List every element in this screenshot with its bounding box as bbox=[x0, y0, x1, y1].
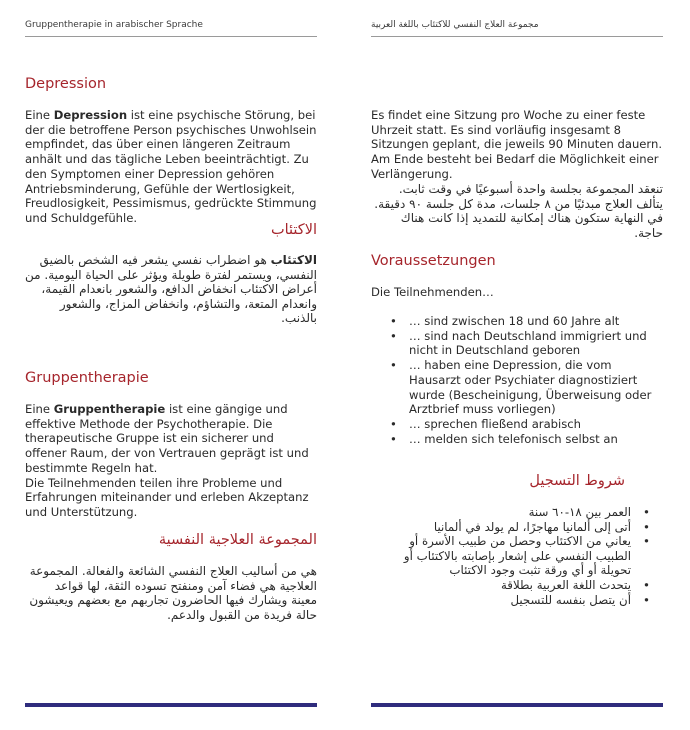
footer-bar bbox=[371, 703, 663, 707]
left-column bbox=[25, 0, 317, 730]
list-item: يتحدث اللغة العربية بطلاقة • bbox=[371, 578, 631, 593]
list-item: العمر بين ١٨-٦٠ سنة • bbox=[371, 505, 631, 520]
section-title-depression-ar: الاكتئاب bbox=[270, 222, 317, 238]
list-item: • … haben eine Depression, die vom Hausarzt oder Psychiater diagnostiziert wurde (Bescheinigung, Überweisung oder Arztbrief muss vorliegen) bbox=[371, 358, 663, 417]
right-column bbox=[371, 0, 663, 730]
depression-text-ar: الاكتئاب هو اضطراب نفسي يشعر فيه الشخص بالضيق النفسي، ويستمر لفترة طويلة ويؤثر على الحياة اليومية. من أعراض الاكتئاب انخفاض الدافع، والشعور بانعدام القيمة، وانعدام المتعة، والتشاؤم، وانخفاض المزاج، والشعور بالذنب. bbox=[25, 253, 317, 325]
requirements-intro: Die Teilnehmenden… bbox=[371, 285, 494, 299]
footer-bar bbox=[25, 703, 317, 707]
list-item: • … melden sich telefonisch selbst an bbox=[371, 432, 663, 447]
schedule-text: Es findet eine Sitzung pro Woche zu einer feste Uhrzeit statt. Es sind vorläufig insgesamt 8 Sitzungen geplant, die jeweils 90 Minuten dauern. Am Ende besteht bei Bedarf die Möglichkeit einer Verlängerung. bbox=[371, 108, 663, 181]
section-title-requirements: Voraussetzungen bbox=[371, 253, 496, 269]
depression-text: Eine Depression ist eine psychische Störung, bei der die betroffene Person psychisches Unwohlsein empfindet, das über einen längeren Zeitraum anhält und das tägliche Leben beeinträchtigt. Zu den Symptomen einer Depression gehören Antriebsminderung, Gefühle der Wertlosigkeit, Freudlosigkeit, Pessimismus, gedrückte Stimmung und Schuldgefühle. bbox=[25, 108, 317, 225]
list-item: أتى إلى ألمانيا مهاجرًا، لم يولد في ألمانيا • bbox=[371, 520, 631, 535]
list-item: • … sprechen fließend arabisch bbox=[371, 417, 663, 432]
group-text: Eine Gruppentherapie ist eine gängige und effektive Methode der Psychotherapie. Die therapeutische Gruppe ist ein sicherer und offener Raum, der von Vertrauen geprägt ist und bestimmte Regeln hat. Die Teilnehmenden teilen ihre Probleme und Erfahrungen miteinander und erleben Akzeptanz und Unterstützung. bbox=[25, 402, 309, 519]
requirements-list bbox=[371, 314, 663, 446]
requirements-list-ar bbox=[371, 505, 631, 607]
list-item: أن يتصل بنفسه للتسجيل • bbox=[371, 593, 631, 608]
running-header-ar: مجموعة العلاج النفسي للاكتئاب باللغة العربية bbox=[371, 20, 539, 30]
schedule-text-ar: تنعقد المجموعة بجلسة واحدة أسبوعيًا في وقت ثابت. يتألف العلاج مبدئيًا من ٨ جلسات، مدة كل جلسة ٩٠ دقيقة. في النهاية ستكون هناك إمكانية للتمديد إذا كانت هناك حاجة. bbox=[374, 182, 663, 240]
section-title-requirements-ar: شروط التسجيل bbox=[529, 473, 625, 489]
list-item: يعاني من الاكتئاب وحصل من طبيب الأسرة أو الطبيب النفسي على إشعار بإصابته بالاكتئاب أو تحويلة أو أي ورقة تثبت وجود الاكتئاب • bbox=[371, 534, 631, 578]
section-title-group-ar: المجموعة العلاجية النفسية bbox=[158, 532, 317, 548]
list-item: • … sind nach Deutschland immigriert und nicht in Deutschland geboren bbox=[371, 329, 663, 358]
header-rule bbox=[371, 36, 663, 37]
section-title-group: Gruppentherapie bbox=[25, 370, 149, 386]
list-item: • … sind zwischen 18 und 60 Jahre alt bbox=[371, 314, 663, 329]
running-header: Gruppentherapie in arabischer Sprache bbox=[25, 20, 203, 30]
section-title-depression: Depression bbox=[25, 76, 107, 92]
header-rule bbox=[25, 36, 317, 37]
group-text-ar: هي من أساليب العلاج النفسي الشائعة والفعالة. المجموعة العلاجية هي فضاء آمن ومنفتح تسوده الثقة، لها قواعد معينة ويشارك فيها الحاضرون تجاربهم مع بعضهم ويعيشون حالة فريدة من القبول والدعم. bbox=[29, 564, 317, 622]
